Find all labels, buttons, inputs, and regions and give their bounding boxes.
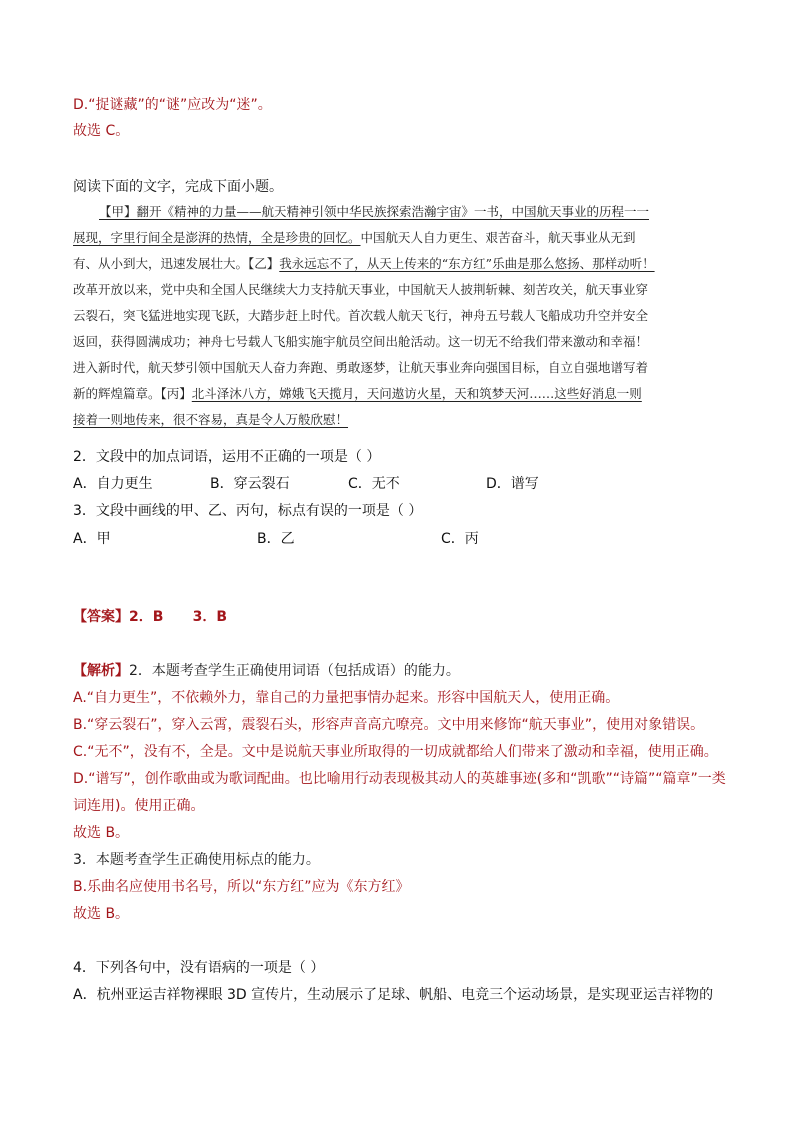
- passage-yi-mark: 【乙】: [248, 256, 280, 271]
- prev-answer-d-line: D.“捉谜藏”的“谜”应改为“迷”。: [73, 97, 272, 113]
- q3-option-c: C．丙: [441, 531, 479, 547]
- passage-line-4: 改革开放以来，党中央和全国人民继续大力支持航天事业，中国航天人披荆斩棘、刻苦攻关，航天事业穿: [73, 282, 649, 297]
- analysis-line-6: 词连用)。使用正确。: [73, 798, 205, 814]
- analysis-line-10: 故选 B。: [73, 906, 130, 922]
- answer-label: 【答案】: [73, 609, 129, 625]
- answer-line: [73, 607, 227, 627]
- q2-option-d: D．谱写: [486, 476, 539, 492]
- passage-line-9: [73, 410, 348, 430]
- q2-option-c: C．无不: [348, 476, 400, 492]
- analysis-line-5: D.“谱写”，创作歌曲或为歌词配曲。也比喻用行动表现极其动人的英雄事迹(多和“凯歌”“诗篇”“篇章”一类: [73, 771, 726, 787]
- passage-line-6: 返回，获得圆满成功；神舟七号载人飞船实施宇航员空间出舱活动。这一切无不给我们带来激动和幸福！: [73, 334, 649, 349]
- passage-text-2: 中国航天人自力更生、艰苦奋斗，航天事业从无到: [360, 230, 636, 245]
- analysis-line-4: C.“无不”，没有不，全是。文中是说航天事业所取得的一切成就都给人们带来了激动和幸福，使用正确。: [73, 744, 718, 760]
- passage-line-1: [99, 202, 649, 222]
- passage-jia-a: 【甲】翻开《精神的力量——航天精神引领中华民族探索浩瀚宇宙》一书，中国航天事业的历程一一: [99, 204, 650, 219]
- analysis-q2-intro: 2．本题考查学生正确使用词语（包括成语）的能力。: [129, 663, 460, 679]
- passage-text-8: 新的辉煌篇章。: [73, 386, 161, 401]
- analysis-line-2: A.“自力更生”，不依赖外力，靠自己的力量把事情办起来。形容中国航天人，使用正确。: [73, 690, 620, 706]
- analysis-line-9: B.乐曲名应使用书名号，所以“东方红”应为《东方红》: [73, 879, 410, 895]
- q3-option-a: A．甲: [73, 531, 111, 547]
- passage-text-3: 有、从小到大，迅速发展壮大。: [73, 256, 249, 271]
- passage-jia-b: 展现，字里行间全是澎湃的热情，全是珍贵的回忆。: [73, 230, 361, 245]
- q2-stem: 2．文段中的加点词语，运用不正确的一项是（ ）: [73, 449, 381, 465]
- analysis-line-7: 故选 B。: [73, 825, 130, 841]
- q3-stem: 3．文段中画线的甲、乙、丙句，标点有误的一项是（ ）: [73, 503, 423, 519]
- q2-option-b: B．穿云裂石: [210, 476, 290, 492]
- passage-line-7: 进入新时代，航天梦引领中国航天人奋力奔跑、勇敢逐梦，让航天事业奔向强国目标，自立自强地谱写着: [73, 360, 649, 375]
- analysis-line-8: 3．本题考查学生正确使用标点的能力。: [73, 852, 320, 868]
- analysis-label: 【解析】: [73, 663, 129, 679]
- q2-option-a: A．自力更生: [73, 476, 153, 492]
- passage-bing-mark: 【丙】: [160, 386, 192, 401]
- q4-stem: 4．下列各句中，没有语病的一项是（ ）: [73, 960, 325, 976]
- prev-choose-line: 故选 C。: [73, 123, 130, 139]
- analysis-line-1: [73, 661, 460, 681]
- passage-line-3: [73, 254, 655, 274]
- passage-line-8: [73, 384, 642, 404]
- passage-line-2: [73, 228, 636, 248]
- analysis-line-3: B.“穿云裂石”，穿入云霄，震裂石头，形容声音高亢嘹亮。文中用来修饰“航天事业”，使用对象错误。: [73, 717, 705, 733]
- q4-option-a: A．杭州亚运吉祥物裸眼 3D 宣传片，生动展示了足球、帆船、电竞三个运动场景，是实现亚运吉祥物的: [73, 987, 714, 1003]
- reading-intro: 阅读下面的文字，完成下面小题。: [73, 179, 283, 195]
- passage-bing-sentence-end: 接着一则地传来，很不容易，真是令人万般欣慰！: [73, 412, 349, 427]
- passage-yi-sentence: 我永远忘不了，从天上传来的“东方红”乐曲是那么悠扬、那样动听！: [279, 256, 655, 271]
- passage-line-5: 云裂石，突飞猛进地实现飞跃，大踏步赶上时代。首次载人航天飞行，神舟五号载人飞船成功升空并安全: [73, 308, 649, 323]
- q3-option-b: B．乙: [257, 531, 295, 547]
- answer-text: 2．B 3．B: [129, 609, 228, 625]
- passage-bing-sentence: 北斗泽沐八方，嫦娥飞天揽月，天问遨访火星，天和筑梦天河……这些好消息一则: [191, 386, 642, 401]
